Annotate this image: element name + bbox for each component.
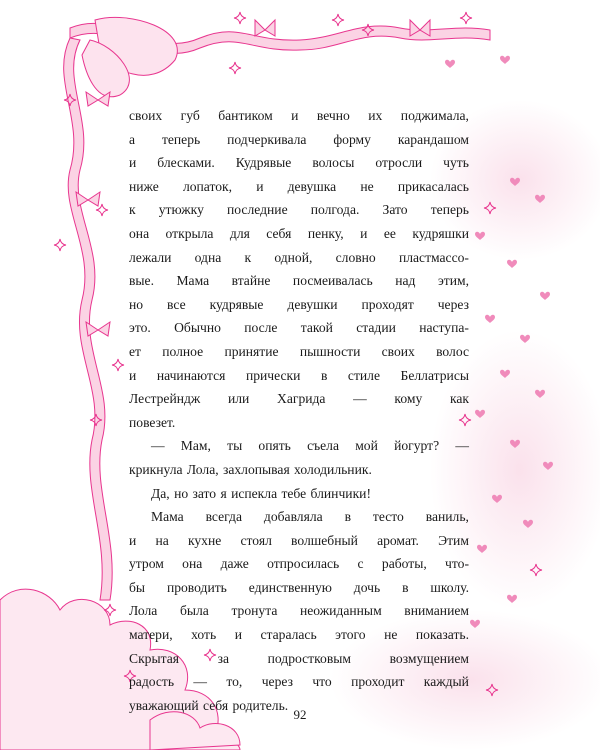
text-line: но все кудрявые девушки проходят через [129,296,469,312]
text-line: утром она даже отпросилась с работы, что- [129,556,469,572]
text-line: повезет. [129,414,176,430]
text-line: Да, но зато я испекла тебе блинчики! [151,485,371,501]
text-line: радость — то, через что проходит каждый [129,674,469,690]
heart-icon [507,260,517,268]
text-line: лежали одна к одной, словно пластмассо- [129,249,469,265]
text-line: Скрытая за подростковым возмущением [129,650,469,666]
left-ribbon [64,38,113,600]
sparkle-icon [460,12,472,24]
text-line: это. Обычно после такой стадии наступа- [129,320,469,336]
text-line: своих губ бантиком и вечно их поджимала, [129,108,469,123]
text-line: вые. Мама втайне посмеивалась над этим, [129,273,469,289]
heart-icon [540,292,550,300]
sparkle-icon [234,12,246,24]
text-line: Лестрейндж или Хагрида — кому как [129,391,469,407]
text-line: — Мам, ты опять съела мой йогурт? — [151,438,469,454]
text-line: и блесками. Кудрявые волосы отросли чуть [129,155,469,171]
text-line: крикнула Лола, захлопывая холодильник. [129,461,372,477]
text-line: Мама всегда добавляла в тесто ваниль, [151,509,469,525]
text-line: и начинаются прически в стиле Беллатрисы [129,367,469,383]
heart-icon [485,315,495,323]
text-line: ниже лопаток, и девушка не прикасалась [129,178,469,194]
text-body [129,104,469,717]
sparkle-icon [229,62,241,74]
sparkle-icon [54,239,66,251]
sparkle-icon [112,359,124,371]
sparkle-icon [332,14,344,26]
text-line: и на кухне стоял волшебный аромат. Этим [129,532,469,548]
heart-icon [445,60,455,68]
text-line: она открыла для себя пенку, и ее кудряшки [129,225,469,241]
text-line: уважающий себя родитель. [129,697,289,713]
page-number: 92 [293,707,307,722]
text-line: ет полное принятие пышности своих волос [129,343,469,359]
text-line: матери, хоть и старалась этого не показать. [129,627,469,643]
text-line: к утюжку последние полгода. Зато теперь [129,202,469,218]
text-line: Лола была тронута неожиданным вниманием [129,603,469,619]
wing-icon [82,17,177,96]
text-line: бы проводить единственную дочь в школу. [129,579,469,595]
text-line: а теперь подчеркивала форму карандашом [129,131,469,147]
heart-icon [500,56,510,64]
